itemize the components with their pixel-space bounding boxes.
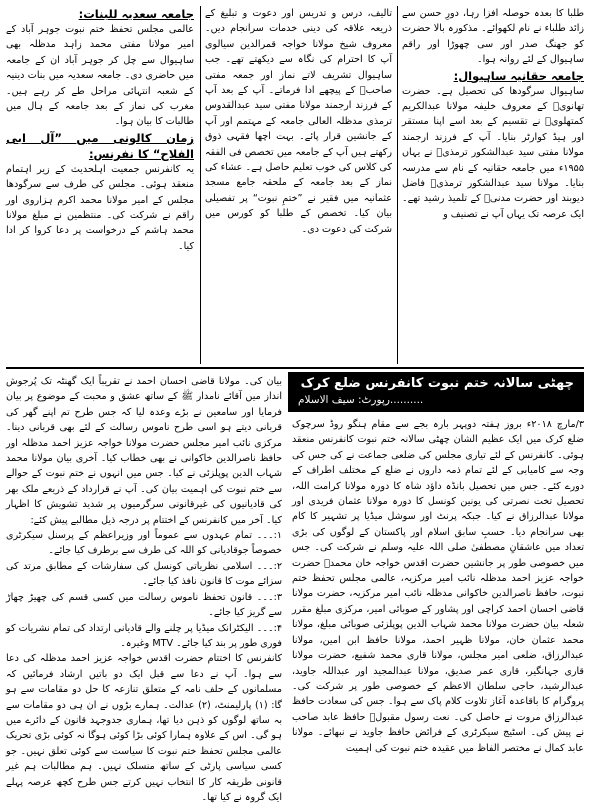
- column-left: [6, 6, 194, 364]
- column-divider-left: [200, 6, 201, 364]
- column-right-paragraph-2: ساہیوال سرگودھا کی تحصیل ہے۔ حضرت تھانویؒ کے معروف خلیفہ مولانا عبدالکریم کمتھلویؒ نے تقسیم کے بعد اسے اپنا مستقر اور ہیڈ کوارٹر بنایا۔ آپ کے فرزند ارجمند مولانا مفتی سید عبدالشکور ترمذیؒ نے یہاں ۱۹۵۵ء میں جامعہ حقانیہ کے نام سے مدرسہ بنایا۔ مولانا سید عبدالشکور ترمذیؒ فاضل دیوبند اور حضرت مدنیؒ کے تلمیذ رشید تھے۔ ایک عرصہ تک یہاں آپ نے تصنیف و: [402, 85, 584, 220]
- section-heading-jamia-haqqania: جامعہ حقانیہ ساہیوال:: [453, 68, 584, 83]
- column-middle: [205, 6, 392, 364]
- column-middle-paragraph-1: تالیف، درس و تدریس اور دعوت و تبلیغ کے ذریعہ علاقہ کی دینی خدمات سرانجام دیں۔ معروف شیخ مولانا خواجہ قمرالدین سیالوی آپ کا احترام کی نگاہ سے دیکھتے تھے۔ جب ساہیوال تشریف لاتے نماز اور جمعہ مفتی صاحبؒ کے پیچھے ادا فرماتے۔ آپ کے بعد آپ کے فرزند ارجمند مولانا مفتی سید عبدالقدوس ترمذی مدظلہ العالی جامعہ کے مہتمم اور آپ کے جانشین قرار پائے۔ بہت اچھا فقہی ذوق رکھتے ہیں آپ کے جامعہ میں تخصص فی الفقہ کی کلاس کی خوب تعلیم حاصل ہے۔ عشاء کی نماز کے بعد جامعہ کے ملحقہ جامع مسجد عثمانیہ میں فقیر نے ”ختمِ نبوت“ پر تفصیلی بیان کیا۔ تخصص کے طلبا کو کورس میں شرکت کی دعوت دی۔: [205, 8, 392, 235]
- demand-item-2: ۲:۔۔۔ اسلامی نظریاتی کونسل کی سفارشات کے مطابق مرتد کی سزائے موت کا قانون نافذ کیا جائے۔: [6, 560, 282, 588]
- section-heading-zaman-colony: زمان کالونی میں ”آل ابی الفلاح“ کا نفرنس:: [6, 130, 194, 161]
- column-left-paragraph-2: یہ کانفرنس جمعیت اہلحدیث کے زیر اہتمام منعقد ہوئی۔ مجلس کی طرف سے سرگودھا مجلس کے امیر مولانا محمد اکرم ہزاروی اور راقم نے شرکت کی۔ منتظمین نے مبلغ مولانا محمد ہاشم کے درخواست پر دعا کروا کر ادا کیا۔: [6, 163, 194, 252]
- demand-item-3: ۳:۔۔۔ قانون تحفظ ناموس رسالت میں کسی قسم کی چھیڑ چھاڑ سے گریز کیا جائے۔: [6, 591, 282, 619]
- report-left-paragraph-1: بیان کی۔ مولانا قاضی احسان احمد نے تقریباً ایک گھنٹہ تک پُرجوش انداز میں آقائے نامدار ﷺ کے ساتھ عشق و محبت کے موضوع پر بیان فرمایا اور سامعین نے بڑے وعدہ لیا کہ جس طرح تم اپنے گھر کی قربانی دیتے ہو اسی طرح ناموس رسالت کے لئے بھی قربانی دینا۔ مرکزی نائب امیر مجلس حضرت مولانا خواجہ عزیز احمد مدظلہ اور حافظ ناصرالدین خاکوانی نے بھی خطاب کیا۔ آخری بیان مولانا محمد شہاب الدین پوپلزئی نے کیا۔ جس میں انہوں نے ختم نبوت کے حوالے سے ختم نبوت کی اہمیت بیان کی۔ آپ نے قرارداد کے ذریعے ملک بھر کی قادیانیوں کی غیرقانونی سرگرمیوں پر شدید تشویش کا اظہار کیا۔ آخر میں کانفرنس کے اختتام پر درجہ ذیل مطالبے پیش کئے:: [6, 376, 282, 526]
- demand-item-4: ۴:۔۔۔ الیکٹرانک میڈیا پر چلنے والے قادیانی ارتداد کی تمام نشریات کو فوری طور پر بند کیا جائے۔ MTV وغیرہ۔: [6, 622, 282, 649]
- column-left-paragraph-1: عالمی مجلس تحفظ ختم نبوت جوہر آباد کے امیر مولانا مفتی محمد زاہد مدظلہ بھی ساہیوال سے چل کر جوہر آباد ان کے جامعہ میں حاضری دی۔ جامعہ سعدیہ میں بنات دینیہ کے شعبہ انتہائی مراحل طے کر رہے ہیں۔ مغرب کی نماز کے بعد جامعہ کے ہال میں طالبات کا بیان ہوا۔: [6, 24, 194, 128]
- article-byline: ..........رپورٹ: سیف الاسلام: [298, 394, 424, 406]
- report-right-paragraph-1: ۳/مارچ ۲۰۱۸ء بروز ہفتہ دوپہر بارہ بجے سے مقام ہنگو روڈ سرچوک ضلع کرک میں ایک عظیم الشان چھٹی سالانہ ختم نبوت کانفرنس منعقد ہوئی۔ کانفرنس کے لئے تیاری مجلس کی ضلعی جماعت نے کی جس کی وجہ سے کامیابی کے لئے تمام ذمہ داروں نے ضلع کے مختلف اطراف کے دورے کئے۔ جس میں تحصیل بانڈہ داؤد شاہ کا دورہ مولانا کرامت اللہ، تحصیل تخت نصرتی کی یونین کونسل کا دورہ مولانا عثمان فریدی اور مولانا عبدالرزاق نے کیا۔ جبکہ پرنٹ اور سوشل میڈیا پر تشہیر کا کام بھی سرانجام دیا۔ حسبِ سابق اسلام اور پاکستان کے لوگوں کی بڑی تعداد میں عاشقانِ مصطفیٰ صلی اللہ علیہ وسلم نے شرکت کی۔ جس میں خصوصی طور پر جانشین حضرت اقدس خواجہ خان محمدؒ حضرت خواجہ عزیز احمد مدظلہ نائب امیر مرکزیہ، عالمی مجلس تحفظ ختم نبوت، حافظ ناصرالدین خاکوانی مدظلہ نائب امیر مرکزیہ، حضرت مولانا قاضی احسان احمد کراچی اور پشاور کے صوبائی امیر، مرکزی مبلغ مقرر شعلہ بیان حضرت مولانا محمد شہاب الدین پوپلزئی صوبائی مبلغ، مولانا محمد عثمان خان، مولانا ظہیر احمد، مولانا حافظ ابن امین، مولانا عبدالرزاق، ضلعی امیر مجلس، مولانا قاری محمد شفیع، حضرت مولانا قاری جہانگیر، قاری عمر صدیق، مولانا عبدالمجید اور عبداللہ جاوید، عبدالرشید، حاجی سلطان الاعظم کے خصوصی طور پر شرکت کی۔ پروگرام کا باقاعدہ آغاز تلاوت کلام پاک سے ہوا۔ جس کی سعادت حافظ عبدالرزاق مروت نے حاصل کی۔ نعت رسول مقبولؐ حافظ عابد صاحب نے پیش کی۔ اسٹیج سیکرٹری کے فرائض حافظ جاوید نے نبھائے۔ مولانا عابد کمال نے مختصر الفاظ میں عقیدہ ختم نبوت کی اہمیت: [292, 419, 584, 754]
- article-banner: [288, 372, 584, 412]
- column-right-paragraph-1: طلبا کا بعدہ حوصلہ افزا رہا، دورِ حسن سے زائد طلباء نے نام لکھوائے۔ مذکورہ بالا حضرت کو جھنگ صدر اور سی چھوڑا اور راقم ساہیوال کے لئے روانہ ہوا۔: [402, 8, 584, 66]
- report-left-paragraph-2: کانفرنس کا اختتام حضرت اقدس خواجہ عزیز احمد مدظلہ کی دعا سے ہوا۔ آپ نے دعا سے قبل ایک دو باتیں ارشاد فرمائیں کہ مسلمانوں کے حلف نامہ کے متعلق تنازعہ کا حل دو مقامات سے ہو گا: (۱) پارلیمنٹ، (۲) عدالت۔ ہمارے بڑوں نے ان ہی دو مقامات سے بہ ساتھ لوگوں کو ذہن دیا تھا، ہماری جدوجہد قانون کے دائرے میں ہو گی۔ اس کے علاوہ ہمارا کوئی بڑا کوئی ہوگا نہ کوئی بڑی تحریک عالمی مجلس تحفظ ختم نبوت کا سیاست سے کوئی تعلق نہیں۔ جو کسی سیاسی پارٹی کے ساتھ منسلک نہیں۔ ہم مطالبات ہم غیر قانونی طریقہ کار کا انتخاب نہیں کرتے جس طرح کچھ عرصہ پہلے ایک گروہ نے کیا تھا۔: [6, 653, 283, 803]
- report-column-left: [6, 374, 283, 803]
- section-divider-rule: [6, 367, 584, 369]
- section-heading-jamia-saadia: جامعہ سعدیہ للبنات:: [78, 7, 194, 21]
- demand-item-1: ۱:۔۔۔ تمام عہدوں سے عموماً اور وزیراعظم کے پرسنل سیکرٹری خصوصاً جوقادیانی کو اللہ کی طرف سے برطرف کیا جائے۔: [6, 530, 282, 557]
- report-column-right: [292, 417, 584, 785]
- demands-list: [6, 528, 282, 651]
- column-right: [402, 6, 584, 364]
- column-divider-right: [397, 6, 398, 364]
- article-title: چھٹی سالانہ ختم نبوت کانفرنس ضلع کرک: [300, 376, 574, 391]
